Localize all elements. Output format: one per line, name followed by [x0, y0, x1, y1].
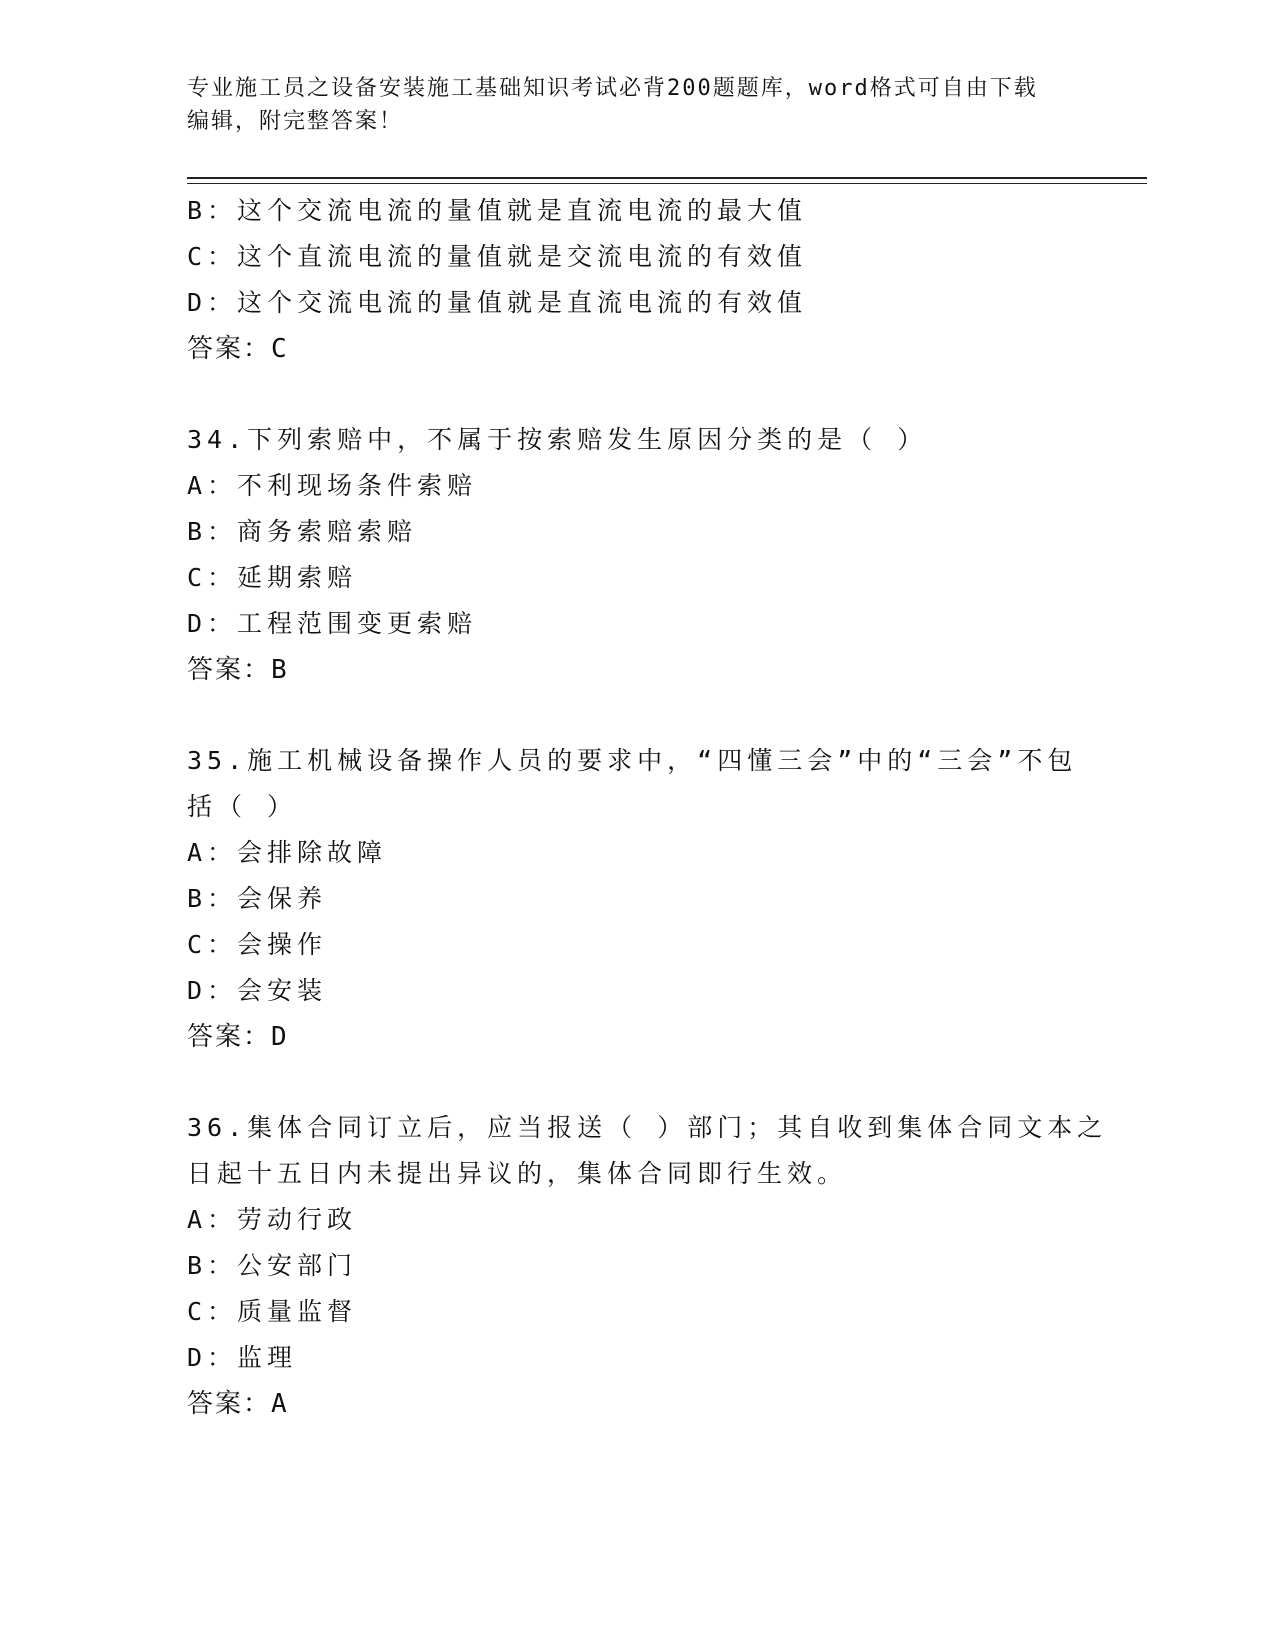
option-d: D：监理: [187, 1343, 298, 1372]
option-b: B：这个交流电流的量值就是直流电流的最大值: [187, 196, 808, 225]
question-33: [187, 188, 1087, 372]
question-list: [187, 188, 1108, 1427]
option-b: B：商务索赔索赔: [187, 517, 418, 546]
header-title-line-2: 编辑，附完整答案！: [187, 109, 404, 134]
option-c: C：延期索赔: [187, 563, 358, 592]
question-35: [187, 738, 1087, 1060]
spacer: [187, 1060, 1087, 1105]
answer: 答案：C: [187, 334, 289, 364]
header-divider-thin: [187, 183, 1147, 184]
question-stem-line-1: 36.集体合同订立后，应当报送（ ）部门；其自收到集体合同文本之: [187, 1113, 1108, 1142]
option-d: D：工程范围变更索赔: [187, 609, 478, 638]
option-b: B：公安部门: [187, 1251, 358, 1280]
answer: 答案：D: [187, 1022, 289, 1052]
option-a: A：不利现场条件索赔: [187, 471, 478, 500]
option-d: D：这个交流电流的量值就是直流电流的有效值: [187, 288, 808, 317]
answer: 答案：B: [187, 655, 289, 685]
option-d: D：会安装: [187, 976, 328, 1005]
document-header: [187, 72, 1087, 138]
header-title-line-1: 专业施工员之设备安装施工基础知识考试必背200题题库，word格式可自由下载: [187, 76, 1038, 101]
option-b: B：会保养: [187, 884, 328, 913]
option-a: A：劳动行政: [187, 1205, 358, 1234]
question-36: [187, 1105, 1108, 1427]
question-34: [187, 417, 1087, 693]
option-a: A：会排除故障: [187, 838, 388, 867]
spacer: [187, 693, 1087, 738]
answer: 答案：A: [187, 1389, 289, 1419]
question-stem: 34.下列索赔中，不属于按索赔发生原因分类的是（ ）: [187, 425, 928, 454]
question-stem-line-2: 括（ ）: [187, 792, 298, 821]
spacer: [187, 372, 1087, 417]
question-stem-line-2: 日起十五日内未提出异议的，集体合同即行生效。: [187, 1159, 848, 1188]
option-c: C：质量监督: [187, 1297, 358, 1326]
question-stem-line-1: 35.施工机械设备操作人员的要求中，“四懂三会”中的“三会”不包: [187, 746, 1078, 775]
header-divider-thick: [187, 177, 1147, 179]
option-c: C：会操作: [187, 930, 328, 959]
option-c: C：这个直流电流的量值就是交流电流的有效值: [187, 242, 808, 271]
